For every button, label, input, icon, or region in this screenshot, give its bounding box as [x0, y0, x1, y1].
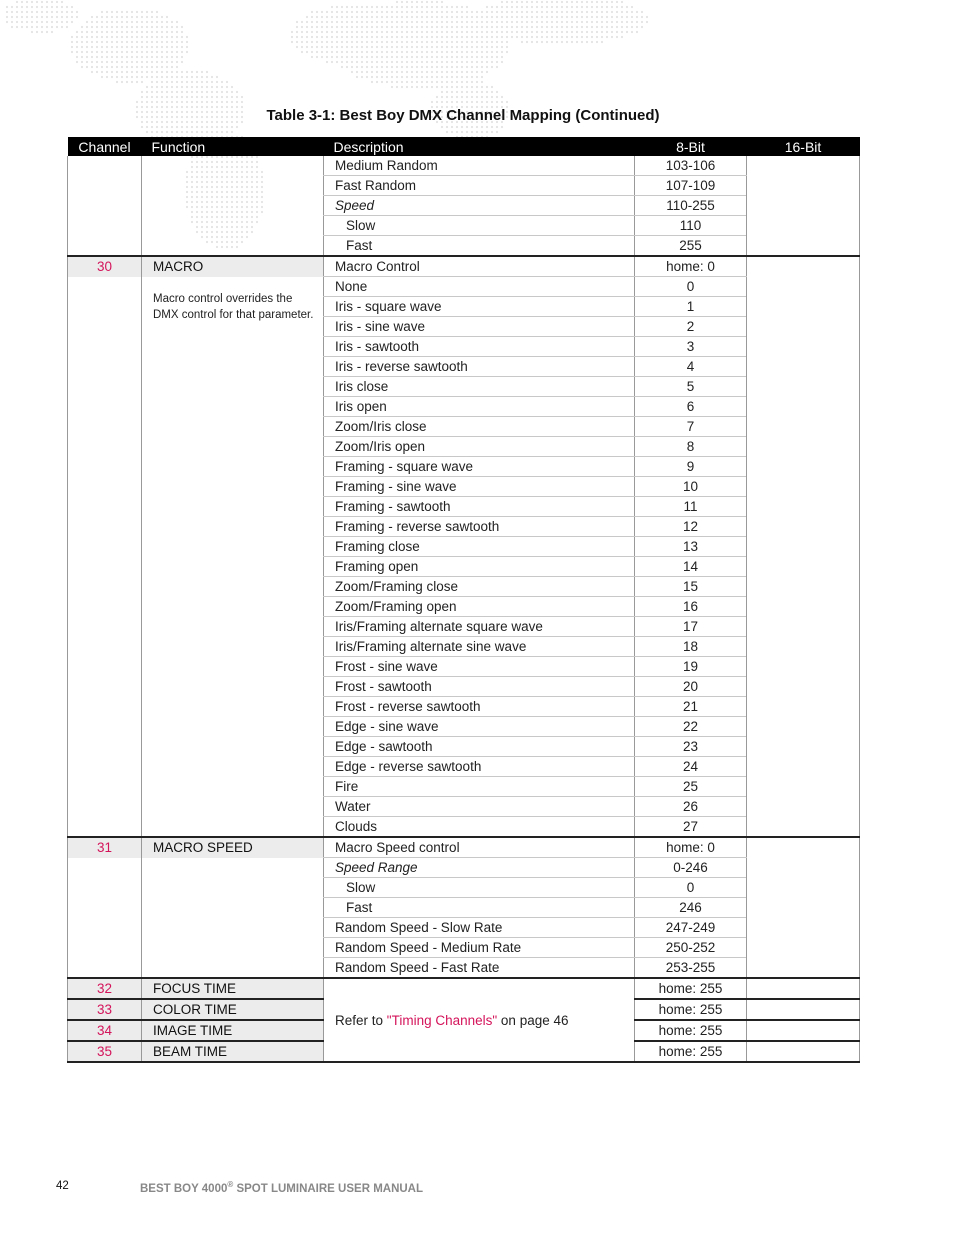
description-cell: Framing - sawtooth — [324, 497, 635, 517]
bit8-cell: 21 — [635, 697, 747, 717]
bit8-cell: 8 — [635, 437, 747, 457]
bit8-cell: 18 — [635, 637, 747, 657]
channel-number: 34 — [68, 1020, 142, 1041]
bit8-cell: home: 0 — [635, 837, 747, 858]
bit8-cell: 6 — [635, 397, 747, 417]
bit8-cell: 19 — [635, 657, 747, 677]
description-cell: Iris - square wave — [324, 297, 635, 317]
bit8-cell: 253-255 — [635, 958, 747, 979]
bit16-cell — [747, 978, 860, 999]
description-cell: Frost - reverse sawtooth — [324, 697, 635, 717]
description-cell: Iris close — [324, 377, 635, 397]
bit8-cell: 23 — [635, 737, 747, 757]
header-channel: Channel — [68, 137, 142, 156]
function-cell — [142, 156, 324, 256]
table-title: Table 3-1: Best Boy DMX Channel Mapping (Continued) — [266, 107, 660, 124]
description-cell: Macro Control — [324, 256, 635, 277]
description-cell: Medium Random — [324, 156, 635, 176]
description-cell: Framing - sine wave — [324, 477, 635, 497]
channel-number: 33 — [68, 999, 142, 1020]
timing-channels-link[interactable]: "Timing Channels" — [386, 1012, 498, 1028]
table-row — [68, 256, 860, 277]
bit8-cell: 247-249 — [635, 918, 747, 938]
header-16bit: 16-Bit — [747, 137, 860, 156]
bit8-cell: 13 — [635, 537, 747, 557]
description-cell: Random Speed - Slow Rate — [324, 918, 635, 938]
bit16-cell — [747, 1020, 860, 1041]
bit8-cell: home: 255 — [635, 1020, 747, 1041]
description-cell: Framing - reverse sawtooth — [324, 517, 635, 537]
bit8-cell: home: 255 — [635, 1041, 747, 1062]
description-cell: Fast — [324, 898, 635, 918]
description-cell: Macro Speed control — [324, 837, 635, 858]
bit8-cell: 11 — [635, 497, 747, 517]
bit8-cell: 107-109 — [635, 176, 747, 196]
bit8-cell: 110-255 — [635, 196, 747, 216]
bit8-cell: 110 — [635, 216, 747, 236]
description-cell: Fire — [324, 777, 635, 797]
bit8-cell: 10 — [635, 477, 747, 497]
table-row — [68, 978, 860, 999]
table-row — [68, 277, 860, 297]
channel-number: 35 — [68, 1041, 142, 1062]
description-cell: Speed Range — [324, 858, 635, 878]
bit8-cell: 103-106 — [635, 156, 747, 176]
bit8-cell: home: 0 — [635, 256, 747, 277]
bit8-cell: 5 — [635, 377, 747, 397]
description-cell: Frost - sawtooth — [324, 677, 635, 697]
table-row — [68, 156, 860, 176]
function-cell — [142, 858, 324, 979]
bit16-cell — [747, 1041, 860, 1062]
bit8-cell: 2 — [635, 317, 747, 337]
dmx-channel-table — [67, 137, 860, 1063]
bit8-cell: 9 — [635, 457, 747, 477]
description-cell: Fast — [324, 236, 635, 257]
function-name: FOCUS TIME — [142, 978, 324, 999]
description-cell: Zoom/Framing open — [324, 597, 635, 617]
bit16-cell — [747, 999, 860, 1020]
description-cell: Fast Random — [324, 176, 635, 196]
header-8bit: 8-Bit — [635, 137, 747, 156]
bit8-cell: 20 — [635, 677, 747, 697]
bit8-cell: 255 — [635, 236, 747, 257]
description-cell: Iris - sine wave — [324, 317, 635, 337]
bit16-cell — [747, 256, 860, 837]
description-cell: Zoom/Iris open — [324, 437, 635, 457]
function-name: BEAM TIME — [142, 1041, 324, 1062]
description-cell: Framing close — [324, 537, 635, 557]
description-cell: None — [324, 277, 635, 297]
function-name: MACRO SPEED — [142, 837, 324, 858]
function-note: Macro control overrides the DMX control for that parameter. — [153, 292, 314, 321]
header-function: Function — [142, 137, 324, 156]
function-name: COLOR TIME — [142, 999, 324, 1020]
page-number: 42 — [56, 1180, 69, 1192]
table-row — [68, 858, 860, 878]
bit16-cell — [747, 837, 860, 978]
bit8-cell: 250-252 — [635, 938, 747, 958]
table-row — [68, 837, 860, 858]
header-description: Description — [324, 137, 635, 156]
channel-cell — [68, 858, 142, 979]
description-cell: Framing open — [324, 557, 635, 577]
description-cell: Iris open — [324, 397, 635, 417]
description-cell: Iris - sawtooth — [324, 337, 635, 357]
bit8-cell: 0 — [635, 277, 747, 297]
timing-reference: Refer to "Timing Channels" on page 46 — [324, 978, 635, 1062]
bit8-cell: 16 — [635, 597, 747, 617]
description-cell: Iris/Framing alternate sine wave — [324, 637, 635, 657]
description-cell: Random Speed - Fast Rate — [324, 958, 635, 979]
description-cell: Speed — [324, 196, 635, 216]
bit8-cell: 25 — [635, 777, 747, 797]
description-cell: Iris - reverse sawtooth — [324, 357, 635, 377]
bit8-cell: 0 — [635, 878, 747, 898]
channel-cell — [68, 156, 142, 256]
bit8-cell: home: 255 — [635, 978, 747, 999]
description-cell: Iris/Framing alternate square wave — [324, 617, 635, 637]
channel-cell — [68, 277, 142, 838]
description-cell: Random Speed - Medium Rate — [324, 938, 635, 958]
function-name: IMAGE TIME — [142, 1020, 324, 1041]
description-cell: Slow — [324, 216, 635, 236]
bit8-cell: 14 — [635, 557, 747, 577]
description-cell: Zoom/Iris close — [324, 417, 635, 437]
bit8-cell: 17 — [635, 617, 747, 637]
bit8-cell: 3 — [635, 337, 747, 357]
description-cell: Edge - sine wave — [324, 717, 635, 737]
table-header-row — [68, 137, 860, 156]
bit8-cell: 27 — [635, 817, 747, 838]
description-cell: Zoom/Framing close — [324, 577, 635, 597]
channel-number: 32 — [68, 978, 142, 999]
bit8-cell: 12 — [635, 517, 747, 537]
description-cell: Framing - square wave — [324, 457, 635, 477]
bit8-cell: 24 — [635, 757, 747, 777]
bit8-cell: 246 — [635, 898, 747, 918]
bit8-cell: 4 — [635, 357, 747, 377]
description-cell: Slow — [324, 878, 635, 898]
channel-number: 31 — [68, 837, 142, 858]
description-cell: Edge - reverse sawtooth — [324, 757, 635, 777]
description-cell: Water — [324, 797, 635, 817]
channel-number: 30 — [68, 256, 142, 277]
bit16-cell — [747, 156, 860, 256]
function-name: MACRO — [142, 256, 324, 277]
bit8-cell: 1 — [635, 297, 747, 317]
bit8-cell: 7 — [635, 417, 747, 437]
description-cell: Edge - sawtooth — [324, 737, 635, 757]
function-cell — [142, 277, 324, 838]
description-cell: Clouds — [324, 817, 635, 838]
bit8-cell: home: 255 — [635, 999, 747, 1020]
bit8-cell: 15 — [635, 577, 747, 597]
bit8-cell: 26 — [635, 797, 747, 817]
manual-title: BEST BOY 4000® SPOT LUMINAIRE USER MANUAL — [140, 1180, 424, 1195]
bit8-cell: 0-246 — [635, 858, 747, 878]
description-cell: Frost - sine wave — [324, 657, 635, 677]
bit8-cell: 22 — [635, 717, 747, 737]
